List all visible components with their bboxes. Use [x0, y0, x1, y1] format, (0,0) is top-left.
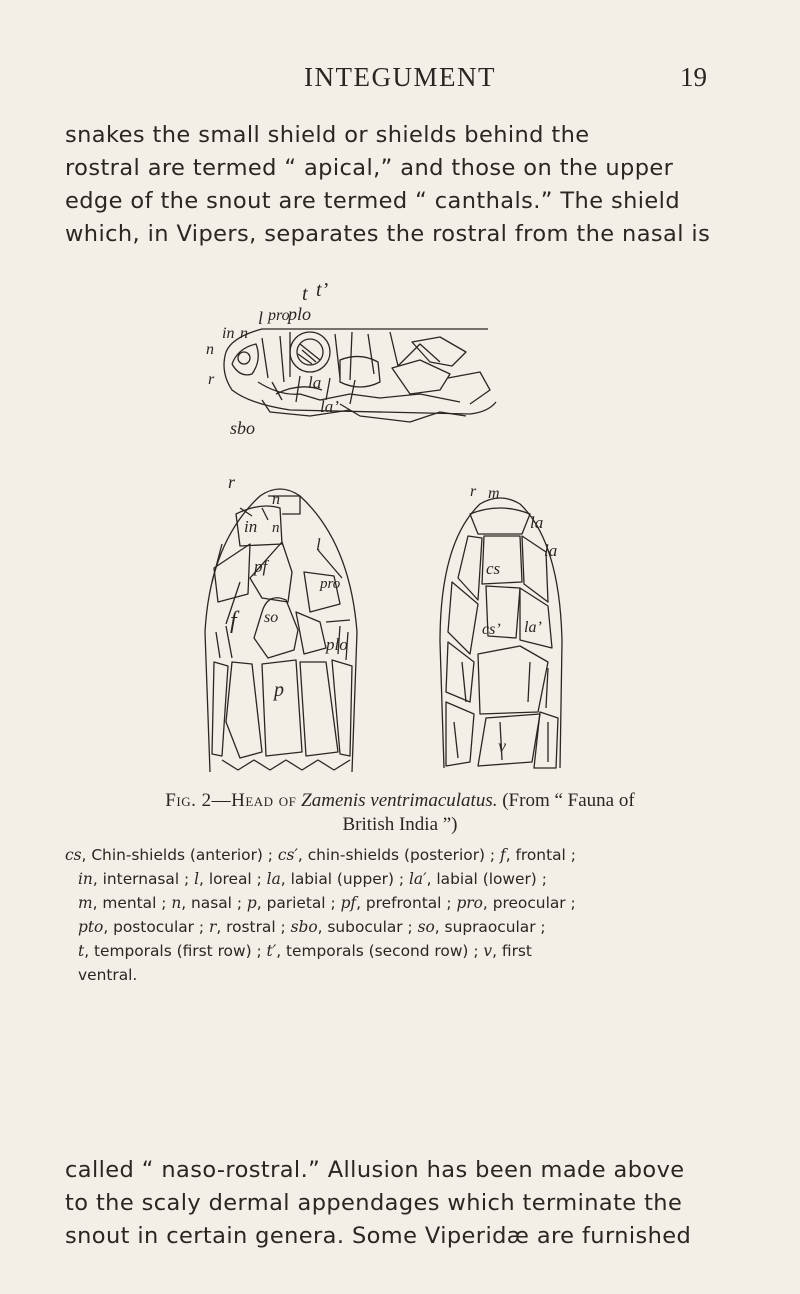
page-header — [0, 62, 800, 102]
caption-source: (From “ Fauna of — [502, 790, 635, 811]
legend-abbr: t′ — [266, 942, 277, 960]
legend-text: , internasal ; — [92, 870, 195, 888]
legend-abbr: sbo — [290, 918, 318, 936]
legend-text: , parietal ; — [256, 894, 341, 912]
running-head: INTEGUMENT — [304, 62, 496, 92]
text-line: edge of the snout are termed “ canthals.” The shield — [65, 188, 680, 214]
dorsal-view-drawing — [205, 489, 357, 772]
legend-abbr: pro — [456, 894, 483, 912]
label-l: l — [258, 308, 264, 328]
caption-source-line-2: British India ”) — [342, 814, 458, 835]
label-left-p: p — [274, 679, 284, 701]
legend-text: , nasal ; — [181, 894, 247, 912]
label-pro: pro — [268, 307, 290, 324]
label-n: n — [240, 325, 248, 342]
legend-abbr: la′ — [409, 870, 427, 888]
label-la: la — [308, 373, 322, 392]
paragraph-bottom — [65, 1154, 741, 1253]
legend-abbr: n — [171, 894, 182, 912]
caption-title: —Head of — [211, 790, 297, 811]
label-left-in: in — [244, 517, 258, 536]
legend-line — [65, 867, 741, 891]
label-left-f: f — [230, 608, 237, 634]
label-left-plo: plo — [326, 635, 348, 654]
label-right-m: m — [488, 485, 500, 502]
figure-snake-head — [0, 282, 800, 782]
figure-legend — [65, 843, 741, 987]
legend-text: , temporals (second row) ; — [276, 942, 484, 960]
label-in: in — [222, 325, 235, 342]
legend-text: ventral. — [78, 966, 138, 984]
figure-caption — [0, 789, 800, 837]
legend-abbr: r — [208, 918, 217, 936]
label-right-la-prime: la’ — [524, 619, 542, 636]
label-n-side: n — [206, 341, 214, 358]
label-left-n2: n — [272, 520, 280, 536]
legend-text: , temporals (first row) ; — [84, 942, 267, 960]
legend-line — [65, 843, 741, 867]
legend-text: , chin-shields (posterior) ; — [297, 846, 500, 864]
label-right-r: r — [470, 483, 477, 500]
legend-text: , supraocular ; — [434, 918, 546, 936]
legend-abbr: v — [483, 942, 493, 960]
legend-text: , prefrontal ; — [356, 894, 457, 912]
label-la-prime: la’ — [320, 397, 339, 416]
label-right-cs-prime: cs’ — [482, 621, 501, 638]
label-left-n: n — [272, 491, 280, 508]
text-line: snout in certain genera. Some Viperidæ are furnished — [65, 1223, 692, 1249]
text-line: snakes the small shield or shields behind the — [65, 122, 590, 148]
label-r: r — [208, 371, 215, 388]
legend-line — [65, 915, 741, 939]
label-left-l: l — [316, 535, 321, 554]
legend-text: , labial (lower) ; — [426, 870, 547, 888]
label-sbo: sbo — [230, 418, 256, 438]
caption-fig-label: Fig. 2 — [165, 790, 212, 811]
legend-abbr: pto — [78, 918, 104, 936]
label-t: t — [302, 283, 308, 305]
legend-text: , subocular ; — [317, 918, 418, 936]
legend-abbr: l — [194, 870, 200, 888]
legend-abbr: pf — [340, 894, 357, 912]
legend-text: , first — [492, 942, 532, 960]
legend-text: , mental ; — [92, 894, 172, 912]
legend-abbr: so — [417, 918, 435, 936]
legend-text: , Chin-shields (anterior) ; — [81, 846, 278, 864]
label-left-pf: pf — [254, 557, 268, 576]
label-right-la1: la — [530, 513, 544, 532]
figure-illustration — [0, 282, 800, 782]
legend-abbr: cs — [65, 846, 82, 864]
label-right-v: v — [498, 736, 506, 756]
label-left-r: r — [228, 472, 236, 492]
legend-line — [65, 963, 741, 987]
label-right-cs: cs — [486, 559, 501, 578]
legend-abbr: m — [78, 894, 93, 912]
legend-text: , postocular ; — [103, 918, 209, 936]
legend-line — [65, 891, 741, 915]
label-plo: plo — [288, 304, 312, 324]
text-line: rostral are termed “ apical,” and those on the upper — [65, 155, 674, 181]
legend-text: , preocular ; — [482, 894, 576, 912]
legend-abbr: in — [78, 870, 93, 888]
text-line: to the scaly dermal appendages which terminate the — [65, 1190, 683, 1216]
page-number: 19 — [680, 62, 707, 92]
legend-abbr: la — [266, 870, 281, 888]
label-t-prime: t’ — [316, 282, 329, 301]
legend-abbr: t — [78, 942, 85, 960]
legend-abbr: p — [246, 894, 257, 912]
legend-abbr: cs′ — [277, 846, 298, 864]
text-line: which, in Vipers, separates the rostral from the nasal is — [65, 221, 711, 247]
text-line: called “ naso-rostral.” Allusion has been made above — [65, 1157, 685, 1183]
caption-line-1 — [0, 789, 800, 813]
caption-species: Zamenis ventrimaculatus. — [301, 790, 498, 811]
label-right-la2: la — [544, 541, 558, 560]
ventral-view-drawing — [440, 498, 562, 768]
paragraph-top — [65, 119, 741, 251]
label-left-so: so — [264, 609, 279, 626]
legend-line — [65, 939, 741, 963]
legend-text: , frontal ; — [505, 846, 576, 864]
label-left-pro: pro — [320, 576, 341, 592]
legend-text: , labial (upper) ; — [280, 870, 409, 888]
legend-text: , rostral ; — [216, 918, 291, 936]
legend-text: , loreal ; — [199, 870, 267, 888]
lateral-view-drawing — [224, 329, 496, 422]
legend-abbr: f — [500, 846, 506, 864]
